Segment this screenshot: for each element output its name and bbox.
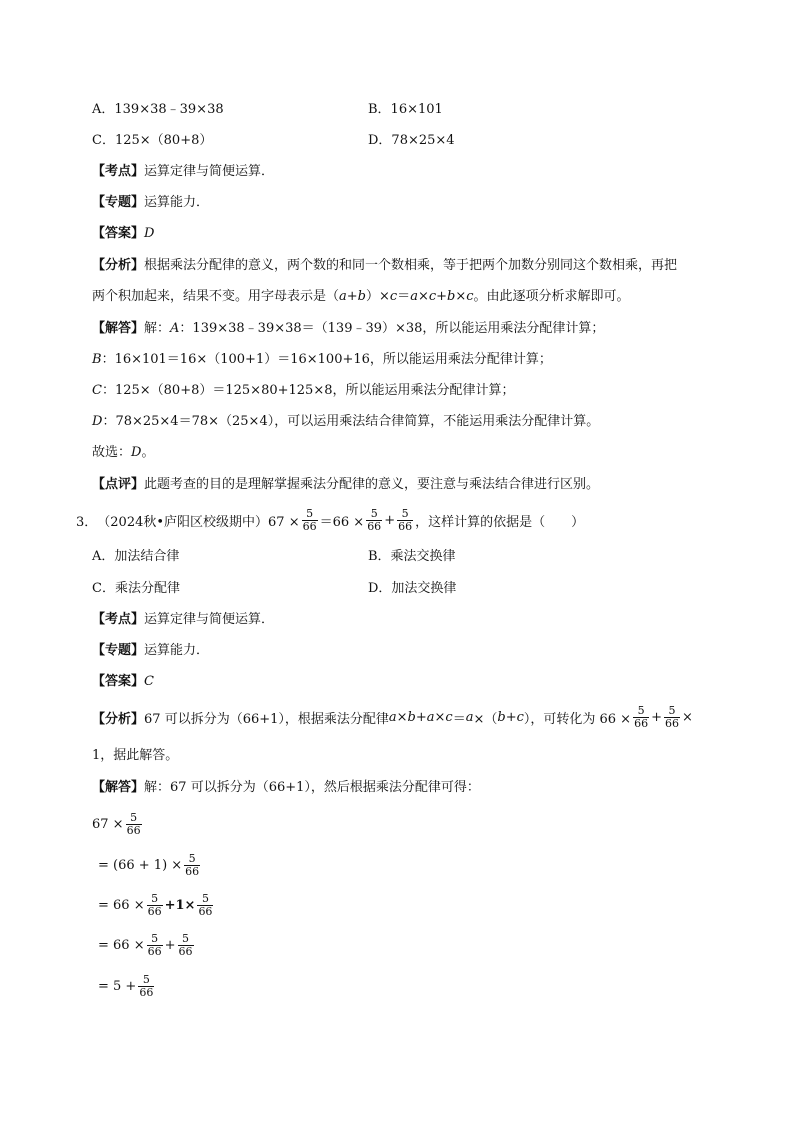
q2-fenxi-line1 [92, 257, 677, 275]
fraction-denominator: 66 [634, 716, 649, 730]
fraction-denominator: 66 [664, 716, 679, 730]
jieda-tag: 【解答】 [92, 321, 145, 336]
step5-a: = 5 + [98, 978, 137, 994]
fraction-numerator: 5 [370, 506, 378, 520]
fraction-denominator: 66 [398, 519, 413, 533]
fraction-numerator: 5 [306, 506, 314, 520]
jieda-letter-a: A [170, 321, 180, 336]
kaodian-tag: 【考点】 [92, 164, 145, 179]
jieda-text: 解：67 可以拆分为（66+1），然后根据乘法分配律可得： [144, 780, 480, 795]
fraction-numerator: 5 [668, 703, 676, 717]
fraction-denominator: 66 [147, 904, 162, 918]
jieda-letter-d: D [92, 414, 103, 429]
fraction-denominator: 66 [302, 519, 317, 533]
fenxi-t8: + [651, 709, 662, 725]
q3-kaodian [92, 611, 274, 629]
fraction [178, 933, 194, 958]
fraction [366, 508, 382, 533]
jieda-letter-c: C [92, 383, 102, 398]
jieda-pre: 解： [144, 321, 171, 336]
fraction-numerator: 5 [637, 703, 645, 717]
fenxi-line2-ab: a+b [339, 289, 366, 304]
q3-end: ，这样计算的依据是（ ） [415, 514, 585, 530]
daan-text: D [144, 226, 155, 241]
fraction-denominator: 66 [185, 864, 200, 878]
q3-fenxi-line1 [92, 697, 693, 737]
dianping-tag: 【点评】 [92, 477, 145, 492]
kaodian-text: 运算定律与简便运算． [144, 612, 275, 627]
fraction-numerator: 5 [201, 891, 209, 905]
step3-b: +1× [164, 897, 196, 913]
fraction-denominator: 66 [147, 944, 162, 958]
jieda-tag: 【解答】 [92, 780, 145, 795]
fraction-numerator: 5 [401, 506, 409, 520]
q3-option-d[interactable]: D．加法交换律 [368, 581, 457, 596]
zhuanti-text: 运算能力． [144, 195, 210, 210]
fraction [664, 705, 680, 730]
fraction-numerator: 5 [142, 972, 150, 986]
jieda-line1-text: ：139×38﹣39×38＝（139﹣39）×38，所以能运用乘法分配律计算； [179, 321, 605, 336]
fenxi-line2-eq: ＝ [397, 289, 411, 304]
jieda-select-pre: 故选： [92, 445, 132, 460]
step4-a: = 66 × [98, 937, 145, 953]
step2-text: = (66 + 1) × [98, 857, 183, 873]
jieda-select-end: 。 [141, 445, 155, 460]
q3-step-5 [98, 967, 156, 1005]
jieda-line2-text: ：16×101＝16×（100+1）＝16×100+16，所以能运用乘法分配律计算； [101, 352, 552, 367]
q3-daan [92, 673, 154, 691]
q3-step-3 [98, 886, 215, 924]
q3-option-a[interactable]: A．加法结合律 [92, 549, 180, 564]
q3-number: 3． [76, 514, 98, 530]
q2-zhuanti [92, 194, 209, 212]
fenxi-line2-c: c [389, 289, 398, 304]
q2-option-b[interactable]: B．16×101 [368, 102, 443, 117]
fraction-numerator: 5 [188, 851, 196, 865]
q2-jieda-line3 [92, 382, 514, 400]
fenxi-line1-text: 根据乘法分配律的意义，两个数的和同一个数相乘，等于把两个加数分别同这个数相乘，再把 [144, 258, 678, 273]
jieda-select-letter: D [131, 445, 142, 460]
q3-stem [76, 500, 584, 540]
zhuanti-text: 运算能力． [144, 643, 210, 658]
fenxi-line2-ac: a×c+b×c [410, 289, 474, 304]
fraction [184, 853, 200, 878]
q3-jieda-line1 [92, 779, 480, 797]
fenxi-tag: 【分析】 [92, 711, 145, 727]
fenxi-t7: ），可转化为 66 × [523, 711, 632, 727]
q3-step-1 [92, 805, 144, 843]
fenxi-t9: × [681, 709, 693, 725]
step4-b: + [164, 937, 176, 953]
fenxi-t1: 67 可以拆分为（66+1），根据乘法分配律 [144, 711, 389, 727]
daan-text: C [144, 674, 154, 689]
q2-daan [92, 225, 154, 243]
fenxi-line2-b: ）× [365, 289, 390, 304]
fraction-numerator: 5 [151, 891, 159, 905]
fenxi-t2: a×b+a×c [388, 709, 453, 725]
q2-option-a[interactable]: A．139×38﹣39×38 [92, 102, 224, 117]
q3-plus: + [384, 512, 396, 528]
fenxi-line2: 1，据此解答。 [92, 748, 179, 763]
q3-mid: ＝66 × [319, 514, 365, 530]
step1-text: 67 × [92, 816, 124, 832]
q3-option-c[interactable]: C．乘法分配律 [92, 581, 180, 596]
fraction [147, 893, 163, 918]
step3-a: = 66 × [98, 897, 145, 913]
zhuanti-tag: 【专题】 [92, 643, 145, 658]
jieda-line4-text: ：78×25×4＝78×（25×4），可以运用乘法结合律简算，不能运用乘法分配律计算。 [102, 414, 600, 429]
q3-source: （2024秋•庐阳区校级期中）67 × [97, 514, 300, 530]
fraction-numerator: 5 [151, 931, 159, 945]
fraction [126, 812, 142, 837]
q3-step-4 [98, 926, 196, 964]
q2-kaodian [92, 163, 274, 181]
fenxi-tag: 【分析】 [92, 258, 145, 273]
q3-fenxi-line2 [92, 747, 178, 765]
fraction [633, 705, 649, 730]
fenxi-t3: ＝ [452, 711, 466, 727]
q2-jieda-line4 [92, 413, 599, 431]
q2-dianping [92, 476, 599, 494]
fenxi-t4: a [465, 709, 474, 725]
jieda-line3-text: ：125×（80+8）＝125×80+125×8，所以能运用乘法分配律计算； [101, 383, 515, 398]
fraction [197, 893, 213, 918]
fraction [397, 508, 413, 533]
q2-option-c[interactable]: C．125×（80+8） [92, 133, 213, 148]
fraction-denominator: 66 [126, 823, 141, 837]
fenxi-line2-end: 。由此逐项分析求解即可。 [473, 289, 630, 304]
q2-option-d[interactable]: D．78×25×4 [368, 133, 455, 148]
zhuanti-tag: 【专题】 [92, 195, 145, 210]
dianping-text: 此题考查的目的是理解掌握乘法分配律的意义，要注意与乘法结合律进行区别。 [144, 477, 600, 492]
fraction-denominator: 66 [139, 985, 154, 999]
q2-jieda-line5 [92, 444, 154, 462]
q2-fenxi-line2 [92, 288, 630, 306]
fraction-denominator: 66 [198, 904, 213, 918]
fraction-numerator: 5 [130, 810, 138, 824]
q3-step-2 [98, 846, 202, 884]
fraction [302, 508, 318, 533]
q2-jieda-line1 [92, 320, 604, 338]
kaodian-text: 运算定律与简便运算． [144, 164, 275, 179]
fraction-denominator: 66 [367, 519, 382, 533]
q3-option-b[interactable]: B．乘法交换律 [368, 549, 456, 564]
kaodian-tag: 【考点】 [92, 612, 145, 627]
fraction-denominator: 66 [178, 944, 193, 958]
daan-tag: 【答案】 [92, 226, 145, 241]
daan-tag: 【答案】 [92, 674, 145, 689]
fenxi-t5: ×（ [473, 711, 498, 727]
fenxi-line2-a: 两个积加起来，结果不变。用字母表示是（ [92, 289, 340, 304]
fraction-numerator: 5 [182, 931, 189, 945]
q2-jieda-line2 [92, 351, 552, 369]
jieda-letter-b: B [92, 352, 102, 367]
fraction [138, 974, 154, 999]
fraction [147, 933, 163, 958]
fenxi-t6: b+c [497, 709, 524, 725]
q3-zhuanti [92, 642, 209, 660]
